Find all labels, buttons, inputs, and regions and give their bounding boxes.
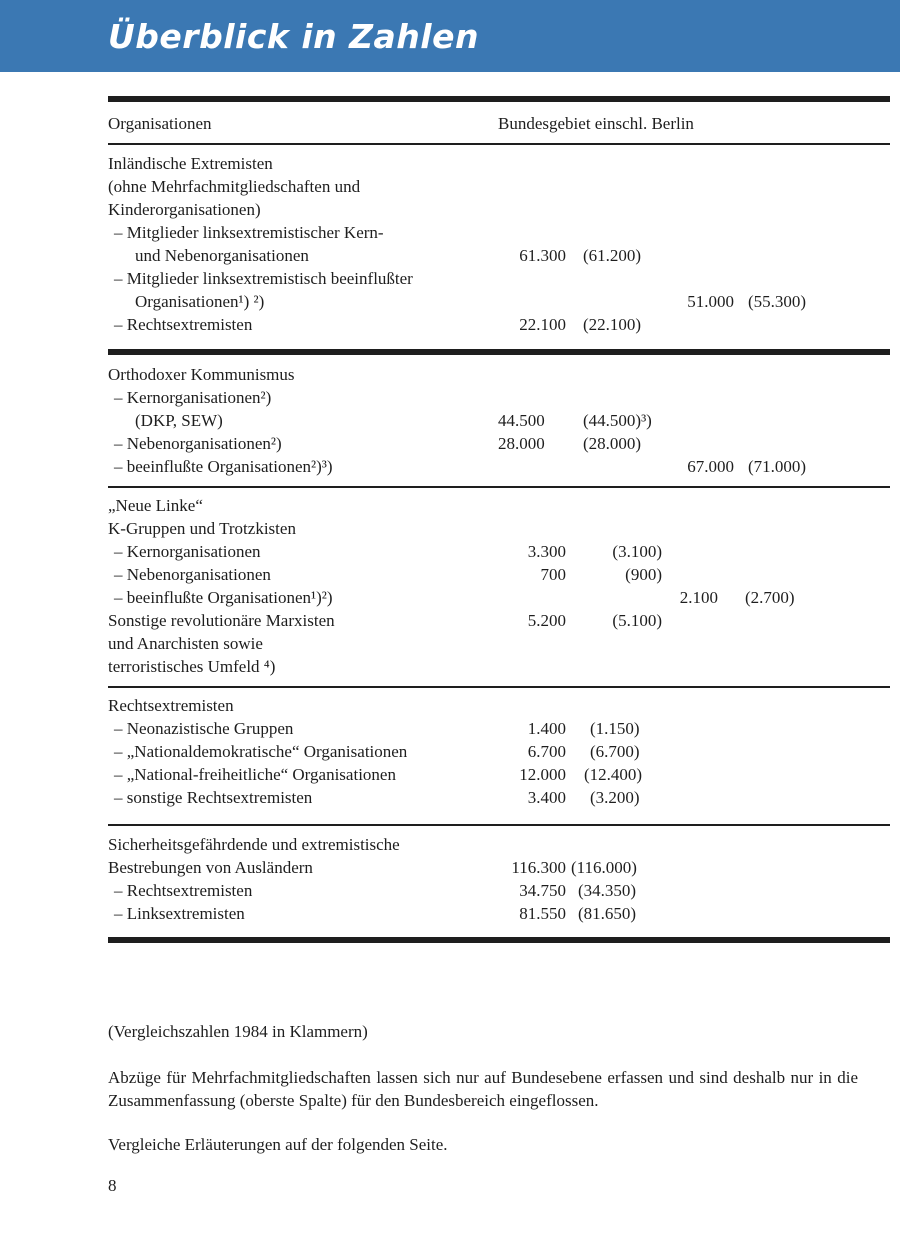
row-label: Orthodoxer Kommunismus <box>108 365 295 384</box>
row-label: – Rechtsextremisten <box>114 315 253 334</box>
value-1985: 34.750 <box>519 881 566 900</box>
value-1984: (44.500)³) <box>583 411 652 430</box>
value-1985: 3.300 <box>527 542 566 561</box>
row-label: – Kernorganisationen <box>114 542 261 561</box>
row-label: – Nebenorganisationen <box>114 565 271 584</box>
row-label: Rechtsextremisten <box>108 696 234 715</box>
header-rule <box>108 143 890 145</box>
value-1984: (900) <box>625 565 662 584</box>
total-1984: (55.300) <box>748 292 807 311</box>
value-1984: (3.200) <box>590 788 640 807</box>
page-title: Überblick in Zahlen <box>108 17 479 56</box>
total-1984: (2.700) <box>745 588 795 607</box>
deduction-note: Abzüge für Mehrfachmitgliedschaften lassen sich nur auf Bundesebene erfassen und sind deshalb nur in die Zusammenfassung (oberste Spalte) für den Bundesbereich eingeflossen. <box>108 1068 858 1110</box>
row-label: „Neue Linke“ <box>108 496 203 515</box>
row-label: (DKP, SEW) <box>135 411 223 430</box>
section-rule <box>108 349 890 355</box>
value-1985: 12.000 <box>519 765 566 784</box>
value-1984: (81.650) <box>578 904 637 923</box>
row-label: – Mitglieder linksextremistischer Kern- <box>114 223 384 242</box>
row-label: – Linksextremisten <box>114 904 245 923</box>
row-label: und Nebenorganisationen <box>135 246 309 265</box>
value-1984: (3.100) <box>612 542 662 561</box>
row-label: Sicherheitsgefährdende und extremistische <box>108 835 400 854</box>
section-rule <box>108 686 890 688</box>
row-label: – beeinflußte Organisationen²)³) <box>114 457 333 476</box>
value-1985: 116.300 <box>511 858 566 877</box>
title-banner <box>0 0 900 72</box>
row-label: – Neonazistische Gruppen <box>114 719 294 738</box>
value-1985: 700 <box>540 565 566 584</box>
page-number: 8 <box>108 1176 117 1195</box>
value-1985: 1.400 <box>527 719 566 738</box>
value-1985: 44.500 <box>498 411 545 430</box>
value-1984: (5.100) <box>612 611 662 630</box>
value-1984: (12.400) <box>584 765 643 784</box>
section-rule <box>108 824 890 826</box>
row-label: – Nebenorganisationen²) <box>114 434 282 453</box>
row-label: – beeinflußte Organisationen¹)²) <box>114 588 333 607</box>
value-1984: (22.100) <box>583 315 642 334</box>
row-label: – Mitglieder linksextremistisch beeinflußter <box>114 269 413 288</box>
row-label: Inländische Extremisten <box>108 154 273 173</box>
row-label: – sonstige Rechtsextremisten <box>114 788 313 807</box>
row-label: Bestrebungen von Ausländern <box>108 858 313 877</box>
row-label: – Kernorganisationen²) <box>114 388 272 407</box>
section-rule <box>108 486 890 488</box>
column-header-region: Bundesgebiet einschl. Berlin <box>498 114 694 133</box>
value-1985: 22.100 <box>519 315 566 334</box>
value-1985: 28.000 <box>498 434 545 453</box>
value-1984: (6.700) <box>590 742 640 761</box>
row-label: terroristisches Umfeld ⁴) <box>108 657 276 676</box>
column-header-organisations: Organisationen <box>108 114 212 133</box>
row-label: – „Nationaldemokratische“ Organisationen <box>114 742 408 761</box>
value-1985: 81.550 <box>519 904 566 923</box>
total-1985: 2.100 <box>679 588 718 607</box>
row-label: Organisationen¹) ²) <box>135 292 265 311</box>
row-label: – „National-freiheitliche“ Organisationen <box>114 765 396 784</box>
total-1984: (71.000) <box>748 457 807 476</box>
value-1985: 61.300 <box>519 246 566 265</box>
row-label: Kinderorganisationen) <box>108 200 261 219</box>
value-1984: (28.000) <box>583 434 642 453</box>
total-1985: 67.000 <box>687 457 734 476</box>
total-1985: 51.000 <box>687 292 734 311</box>
value-1984: (34.350) <box>578 881 637 900</box>
reference-note: Vergleiche Erläuterungen auf der folgenden Seite. <box>108 1135 448 1154</box>
value-1984: (1.150) <box>590 719 640 738</box>
table-bottom-rule <box>108 937 890 943</box>
value-1985: 5.200 <box>527 611 566 630</box>
row-label: – Rechtsextremisten <box>114 881 253 900</box>
table-top-rule <box>108 96 890 102</box>
row-label: und Anarchisten sowie <box>108 634 263 653</box>
row-label: Sonstige revolutionäre Marxisten <box>108 611 335 630</box>
row-label: (ohne Mehrfachmitgliedschaften und <box>108 177 361 196</box>
value-1984: (116.000) <box>571 858 637 877</box>
value-1984: (61.200) <box>583 246 642 265</box>
comparison-note: (Vergleichszahlen 1984 in Klammern) <box>108 1022 368 1041</box>
value-1985: 3.400 <box>527 788 566 807</box>
value-1985: 6.700 <box>527 742 566 761</box>
row-label: K-Gruppen und Trotzkisten <box>108 519 296 538</box>
